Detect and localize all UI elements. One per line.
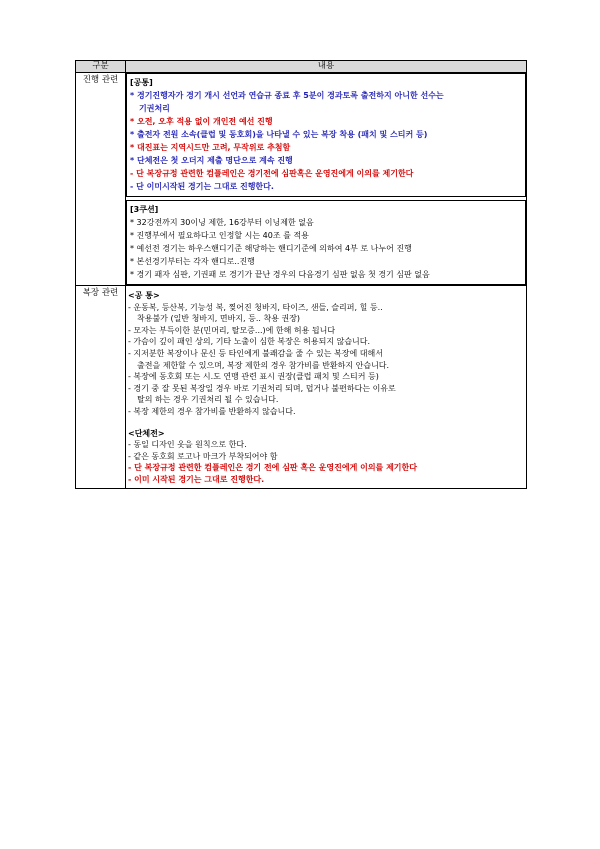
- progress-cushion-title: [3쿠션]: [130, 205, 159, 214]
- progress-cushion-lines: [130, 216, 522, 281]
- attire-common-lines: [128, 302, 524, 418]
- rule-line: 출전을 제한할 수 있으며, 복장 제한의 경우 참가비를 반환하지 안습니다.: [137, 360, 390, 370]
- header-row: [76, 61, 527, 73]
- rule-line: - 이미 시작된 경기는 그대로 진행한다.: [128, 474, 265, 484]
- progress-common-lines: [130, 89, 522, 193]
- rule-line: * 본선경기부터는 각자 핸디로..진행: [130, 257, 255, 266]
- rule-line: * 단체전은 첫 오더지 제출 명단으로 계속 진행: [130, 156, 293, 165]
- attire-row: [76, 286, 527, 489]
- rule-line: - 경기 중 잘 못된 복장일 경우 바로 기권처리 되며, 덥거나 불편하다는 이유로: [128, 383, 396, 393]
- rule-line: - 모자는 부득이한 분(민머리, 탈모증...)에 한해 허용 됩니다: [128, 325, 336, 335]
- rule-line: - 단 복장규정 관련한 컴플레인은 경기전에 심판혹은 운영진에게 이의를 제기한다: [130, 169, 414, 178]
- header-category: 구분: [76, 61, 126, 73]
- attire-content: [126, 286, 527, 489]
- rule-line: * 오전, 오후 적용 없이 개인전 예선 진행: [130, 117, 273, 126]
- progress-cushion-box: [126, 200, 526, 285]
- attire-common-title: <공 통>: [128, 291, 160, 300]
- rule-line: - 단 복장규정 관련한 컴플레인은 경기 전에 심판 혹은 운영진에게 이의를 제기한다: [128, 463, 417, 473]
- rule-line: 착용불가 (일반 청바지, 면바지, 등.. 착용 권장): [137, 314, 301, 324]
- rule-line: * 진행부에서 필요하다고 인정할 시는 40조 를 적용: [130, 231, 309, 240]
- rule-line: * 32강전까지 30이닝 제한, 16강부터 이닝제한 없음: [130, 218, 314, 227]
- attire-team-lines: [128, 439, 524, 485]
- progress-content: [126, 73, 527, 286]
- rule-line: - 같은 동호회 로고나 마크가 부착되어야 함: [128, 451, 278, 461]
- rule-line: - 복장에 동호회 또는 시.도 연맹 관련 표시 권장(클럽 패치 및 스티커 등): [128, 372, 379, 382]
- rule-line: * 경기진행자가 경기 개시 선언과 연습규 종료 후 5분이 경과토록 출전하지 아니한 선수는: [130, 91, 444, 100]
- attire-team-title: <단체전>: [128, 428, 165, 438]
- attire-label: 복장 관련: [76, 286, 126, 489]
- rule-line: - 복장 제한의 경우 참가비를 반환하지 않습니다.: [128, 406, 296, 416]
- header-content: 내용: [126, 61, 527, 73]
- rule-line: * 경기 패자 심판, 기권패 로 경기가 끝난 경우의 다음경기 심판 없음 첫 경기 심판 없음: [130, 270, 430, 279]
- progress-common-title: [공통]: [130, 78, 153, 87]
- rule-line: 탈의 하는 경우 기권처리 될 수 있습니다.: [137, 395, 279, 405]
- rule-line: - 운동복, 등산복, 기능성 복, 찢어진 청바지, 타이즈, 샌들, 슬리퍼, 힐 등..: [128, 302, 383, 312]
- rule-line: * 출전자 전원 소속(클럽 및 동호회)을 나타낼 수 있는 복장 착용 (패치 및 스티커 등): [130, 130, 428, 139]
- rule-line: - 가슴이 깊이 패인 상의, 기타 노출이 심한 복장은 허용되지 않습니다.: [128, 337, 371, 347]
- progress-label: 진행 관련: [76, 73, 126, 286]
- rule-line: * 대진표는 지역시드만 고려, 무작위로 추첨함: [130, 143, 291, 152]
- spacer: [128, 418, 524, 428]
- rule-line: - 지저분한 복장이나 문신 등 타인에게 불쾌감을 줄 수 있는 복장에 대해서: [128, 348, 383, 358]
- rule-line: * 예선전 경기는 하우스핸디기준 해당하는 핸디기준에 의하여 4부 로 나누어 진행: [130, 244, 412, 253]
- progress-row: [76, 73, 527, 286]
- attire-box: [126, 286, 526, 488]
- rule-line: - 동일 디자인 옷을 원칙으로 한다.: [128, 440, 247, 450]
- rule-line: 기권처리: [139, 104, 170, 113]
- rule-line: - 단 이미시작된 경기는 그대로 진행한다.: [130, 182, 274, 191]
- progress-common-box: [126, 73, 526, 197]
- rules-table: [75, 60, 527, 489]
